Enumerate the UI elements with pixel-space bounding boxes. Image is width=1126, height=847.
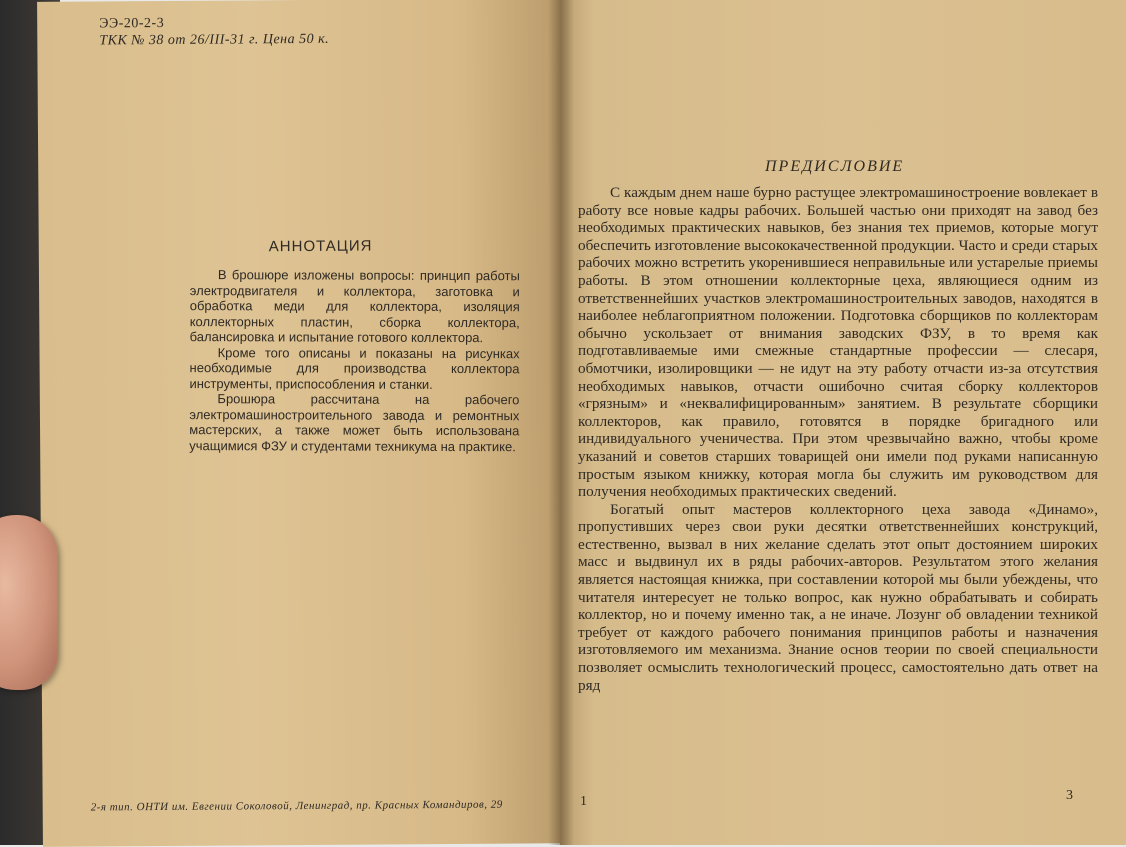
- catalog-code-line2: ТКК № 38 от 26/III-31 г. Цена 50 к.: [99, 31, 330, 49]
- page-number-right: 3: [1066, 788, 1073, 803]
- annotation-body: [189, 267, 520, 454]
- annotation-title: АННОТАЦИЯ: [268, 237, 373, 256]
- catalog-code-line1: ЭЭ-20-2-3: [99, 15, 165, 32]
- annotation-paragraph: В брошюре изложены вопросы: принцип работы электродвигателя и коллектора, заготовка и обработка меди для коллектора, изоляция коллекторных пластин, сборка коллектора, балансировка и испытание готового коллектора.: [189, 267, 520, 346]
- catalog-code: [99, 14, 329, 50]
- annotation-paragraph: Брошюра рассчитана на рабочего электромашиностроительного завода и ремонтных мастерских, а также может быть использована учащимися ФЗУ и студентами техникума на практике.: [189, 391, 520, 454]
- printer-imprint: 2-я тип. ОНТИ им. Евгении Соколовой, Ленинград, пр. Красных Командиров, 29: [90, 798, 503, 814]
- page-number-left: 1: [580, 794, 587, 809]
- annotation-paragraph: Кроме того описаны и показаны на рисунках необходимые для производства коллектора инструменты, приспособления и станки.: [189, 344, 520, 392]
- preface-title: ПРЕДИСЛОВИЕ: [765, 158, 905, 175]
- thumb: [0, 515, 58, 690]
- preface-paragraph: С каждым днем наше бурно растущее электромашиностроение вовлекает в работу все новые кадры рабочих. Большей частью они приходят на завод без необходимых практических навыков, без знания тех приемов, которые могут обеспечить изготовление высококачественной продукции. Часто и среди старых рабочих можно встретить укоренившиеся неправильные или устарелые приемы работы. В этом отношении коллекторные цеха, являющиеся одним из ответственнейших участков электромашиностроительных заводов, находятся в наиболее неблагоприятном положении. Подготовка сборщиков по коллекторам обычно ускользает от внимания заводских ФЗУ, в то время как подготавливаемые ими смежные стандартные профессии — слесаря, обмотчики, изолировщики — не идут на эту работу отчасти из-за отсутствия необходимых навыков, отчасти ошибочно считая сборку коллекторов «грязным» и «неквалифицированным» занятием. В результате сборщики коллекторов, как правило, готовятся в порядке бригадного или индивидуального ученичества. При этом чрезвычайно важно, чтобы кроме указаний и советов старших товарищей они имели под руками написанную простым языком книжку, которая могла бы служить им руководством для получения необходимых практических сведений.: [578, 184, 1098, 501]
- preface-paragraph: Богатый опыт мастеров коллекторного цеха завода «Динамо», пропустивших через свои руки десятки ответственнейших конструкций, естественно, вызвал в них желание сделать этот опыт достоянием широких масс и выдвинул их в ряды рабочих-авторов. Результатом этого желания является настоящая книжка, при составлении которой мы были убеждены, что читателя интересует не только вопрос, как нужно обрабатывать и собирать коллектор, но и почему именно так, а не иначе. Лозунг об овладении техникой требует от каждого рабочего понимания принципов работы и назначения изготовляемого им механизма. Знание основ теории по своей специальности позволяет осмыслить технологический процесс, самостоятельно дать ответ на ряд: [578, 500, 1098, 694]
- left-page: [37, 0, 571, 847]
- preface-body: [578, 184, 1098, 694]
- right-page: [560, 0, 1126, 845]
- book-gutter: [548, 0, 574, 845]
